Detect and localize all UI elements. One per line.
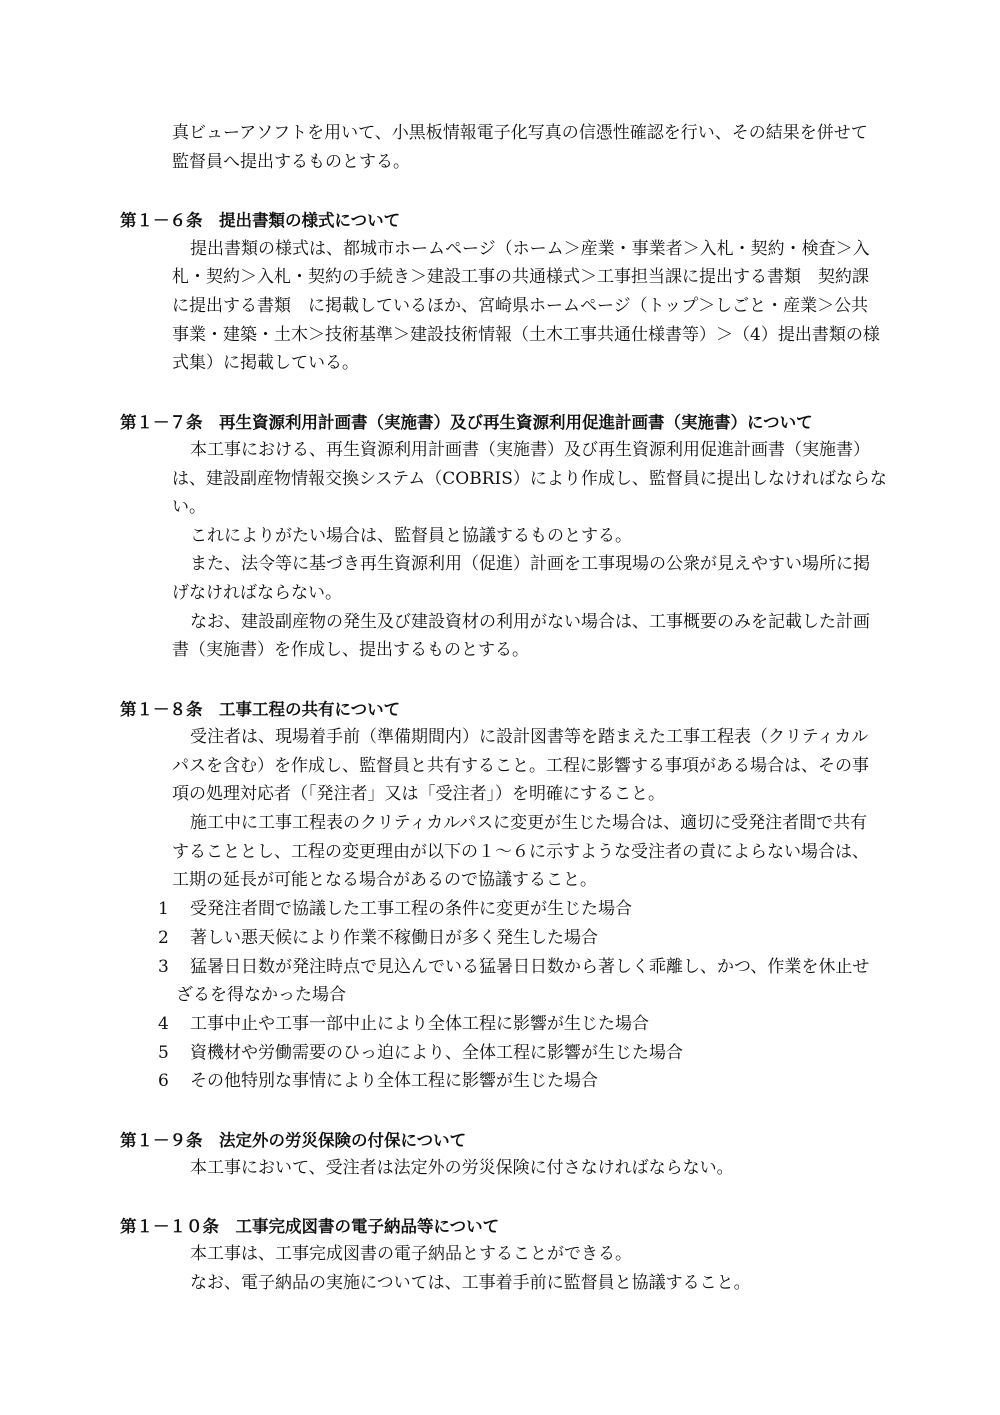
body-line: なお、電子納品の実施については、工事着手前に監督員と協議すること。 [190, 1273, 751, 1293]
body-line: 受注者は、現場着手前（準備期間内）に設計図書等を踏まえた工事工程表（クリティカル [190, 727, 869, 747]
list-item-text: ざるを得なかった場合 [176, 985, 346, 1005]
list-item-text: 受発注者間で協議した工事工程の条件に変更が生じた場合 [190, 899, 632, 919]
section-heading-1-10: 第１－１０条 工事完成図書の電子納品等について [120, 1217, 500, 1236]
body-line: また、法令等に基づき再生資源利用（促進）計画を工事現場の公衆が見えやすい場所に掲 [190, 554, 870, 574]
body-line: に提出する書類 に掲載しているほか、宮崎県ホームページ（トップ＞しごと・産業＞公共 [172, 296, 869, 316]
list-item-text: 猛暑日日数が発注時点で見込んでいる猛暑日日数から著しく乖離し、かつ、作業を休止せ [190, 957, 870, 977]
list-item-text: 著しい悪天候により作業不稼働日が多く発生した場合 [190, 928, 598, 948]
list-item-text: 資機材や労働需要のひっ迫により、全体工程に影響が生じた場合 [190, 1043, 683, 1063]
list-item [158, 924, 598, 953]
body-line: 施工中に工事工程表のクリティカルパスに変更が生じた場合は、適切に受発注者間で共有 [190, 813, 868, 833]
body-line: は、建設副産物情報交換システム（COBRIS）により作成し、監督員に提出しなければならな [172, 469, 887, 489]
body-line: パスを含む）を作成し、監督員と共有すること。工程に影響する事項がある場合は、その事 [172, 756, 869, 776]
body-line: することとし、工程の変更理由が以下の１～６に示すような受注者の責によらない場合は、 [172, 842, 869, 862]
list-item-number: 4 [158, 1014, 169, 1034]
list-item [158, 1067, 598, 1096]
body-line: い。 [172, 497, 206, 517]
list-item-number: 1 [158, 899, 169, 919]
list-item-text: 工事中止や工事一部中止により全体工程に影響が生じた場合 [190, 1014, 649, 1034]
body-line: 書（実施書）を作成し、提出するものとする。 [172, 640, 529, 660]
body-line: 監督員へ提出するものとする。 [172, 152, 410, 172]
body-line: 事業・建築・土木＞技術基準＞建設技術情報（土木工事共通仕様書等）＞（4）提出書類の様 [172, 325, 880, 345]
body-line: なお、建設副産物の発生及び建設資材の利用がない場合は、工事概要のみを記載した計画 [190, 612, 870, 632]
list-item-text: その他特別な事情により全体工程に影響が生じた場合 [190, 1071, 598, 1091]
list-item [158, 1039, 683, 1068]
section-heading-1-6: 第１－６条 提出書類の様式について [120, 211, 401, 230]
list-item-number: 2 [158, 928, 169, 948]
list-item-number: 6 [158, 1071, 169, 1091]
body-line: これによりがたい場合は、監督員と協議するものとする。 [190, 526, 632, 546]
body-line: 工期の延長が可能となる場合があるので協議すること。 [172, 870, 597, 890]
body-line: 本工事における、再生資源利用計画書（実施書）及び再生資源利用促進計画書（実施書） [190, 440, 870, 460]
body-line: げなければならない。 [172, 583, 342, 603]
body-line: 提出書類の様式は、都城市ホームページ（ホーム＞産業・事業者＞入札・契約・検査＞入 [190, 239, 870, 259]
section-heading-1-7: 第１－７条 再生資源利用計画書（実施書）及び再生資源利用促進計画書（実施書）について [120, 413, 813, 432]
body-line: 札・契約＞入札・契約の手続き＞建設工事の共通様式＞工事担当課に提出する書類 契約課 [172, 267, 869, 287]
body-line: 項の処理対応者（「発注者」又は「受注者」）を明確にすること。 [172, 784, 665, 804]
section-heading-1-9: 第１－９条 法定外の労災保険の付保について [120, 1131, 467, 1150]
list-item-number: 3 [158, 957, 169, 977]
body-line: 本工事は、工事完成図書の電子納品とすることができる。 [190, 1244, 632, 1264]
list-item-number: 5 [158, 1043, 169, 1063]
list-item [158, 1010, 649, 1039]
list-item [158, 953, 869, 982]
body-line: 本工事において、受注者は法定外の労災保険に付さなければならない。 [190, 1158, 734, 1178]
list-item-continuation [176, 981, 346, 1010]
section-heading-1-8: 第１－８条 工事工程の共有について [120, 700, 401, 719]
body-line: 真ビューアソフトを用いて、小黒板情報電子化写真の信憑性確認を行い、その結果を併せて [172, 123, 868, 143]
body-line: 式集）に掲載している。 [172, 353, 359, 373]
list-item [158, 895, 632, 924]
